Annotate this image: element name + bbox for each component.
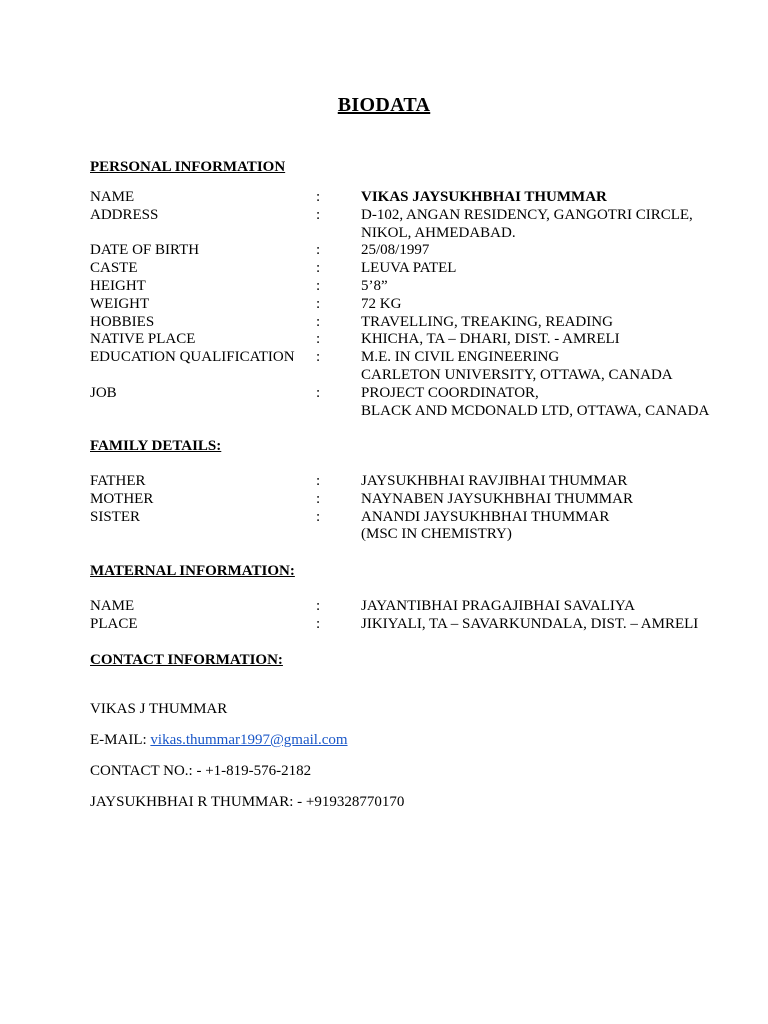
education-continuation-row	[90, 367, 730, 385]
row-value: 25/08/1997	[361, 242, 430, 259]
contact-information-heading: CONTACT INFORMATION:	[90, 652, 283, 668]
row-value: VIKAS JAYSUKHBHAI THUMMAR	[361, 189, 607, 205]
caste-row	[90, 260, 730, 278]
row-label: HEIGHT	[90, 277, 146, 294]
date-of-birth-row	[90, 242, 730, 260]
alternate-contact-number: JAYSUKHBHAI R THUMMAR: - +919328770170	[90, 794, 405, 810]
row-colon: :	[316, 189, 321, 205]
row-value: JIKIYALI, TA – SAVARKUNDALA, DIST. – AMRELI	[361, 615, 699, 632]
row-value: 72 KG	[361, 295, 402, 312]
row-value: LEUVA PATEL	[361, 260, 457, 277]
maternal-information-heading: MATERNAL INFORMATION:	[90, 563, 295, 579]
row-label: ADDRESS	[90, 206, 159, 223]
personal-information-heading: PERSONAL INFORMATION	[90, 159, 286, 175]
sister-row	[90, 509, 730, 527]
row-label: CASTE	[90, 260, 138, 277]
row-value: TRAVELLING, TREAKING, READING	[361, 313, 613, 330]
row-colon: :	[316, 277, 321, 294]
family-details-heading: FAMILY DETAILS:	[90, 438, 222, 454]
row-label: FATHER	[90, 473, 146, 489]
row-value: D-102, ANGAN RESIDENCY, GANGOTRI CIRCLE,	[361, 206, 693, 223]
row-value: BLACK AND MCDONALD LTD, OTTAWA, CANADA	[361, 402, 710, 419]
name-row	[90, 189, 730, 207]
row-colon: :	[316, 473, 321, 489]
father-row	[90, 473, 730, 491]
row-value: NAYNABEN JAYSUKHBHAI THUMMAR	[361, 490, 633, 507]
row-value: JAYSUKHBHAI RAVJIBHAI THUMMAR	[361, 473, 628, 489]
row-value: PROJECT COORDINATOR,	[361, 384, 539, 401]
job-row	[90, 385, 730, 403]
row-value: 5’8”	[361, 277, 388, 294]
row-label: SISTER	[90, 508, 141, 525]
mother-row	[90, 491, 730, 509]
hobbies-row	[90, 314, 730, 332]
email-label: E-MAIL:	[90, 732, 151, 748]
personal-information-table	[90, 189, 730, 420]
row-value: JAYANTIBHAI PRAGAJIBHAI SAVALIYA	[361, 598, 635, 614]
job-continuation-row	[90, 403, 730, 421]
row-colon: :	[316, 349, 321, 366]
row-value: CARLETON UNIVERSITY, OTTAWA, CANADA	[361, 366, 673, 383]
education-row	[90, 349, 730, 367]
row-label: MOTHER	[90, 490, 154, 507]
maternal-name-row	[90, 598, 730, 616]
email-link[interactable]: vikas.thummar1997@gmail.com	[150, 732, 348, 748]
row-colon: :	[316, 384, 321, 401]
row-value: ANANDI JAYSUKHBHAI THUMMAR	[361, 508, 610, 525]
sister-continuation-row	[90, 526, 730, 544]
maternal-place-row	[90, 616, 730, 634]
row-colon: :	[316, 260, 321, 277]
row-colon: :	[316, 598, 321, 614]
address-row	[90, 207, 730, 225]
row-label: WEIGHT	[90, 295, 150, 312]
row-colon: :	[316, 508, 321, 525]
height-row	[90, 278, 730, 296]
row-value: M.E. IN CIVIL ENGINEERING	[361, 349, 560, 366]
page-title: BIODATA	[337, 94, 431, 116]
row-label: JOB	[90, 384, 117, 401]
row-colon: :	[316, 615, 321, 632]
contact-number: CONTACT NO.: - +1-819-576-2182	[90, 763, 312, 779]
row-label: HOBBIES	[90, 313, 155, 330]
family-details-table	[90, 473, 730, 544]
row-label: NATIVE PLACE	[90, 331, 196, 348]
row-label: NAME	[90, 189, 135, 205]
address-continuation-row	[90, 225, 730, 243]
row-label: EDUCATION QUALIFICATION	[90, 349, 295, 366]
row-colon: :	[316, 206, 321, 223]
weight-row	[90, 296, 730, 314]
row-colon: :	[316, 242, 321, 259]
native-place-row	[90, 331, 730, 349]
contact-name: VIKAS J THUMMAR	[90, 701, 228, 717]
row-colon: :	[316, 295, 321, 312]
row-value: (MSC IN CHEMISTRY)	[361, 526, 512, 543]
row-colon: :	[316, 490, 321, 507]
row-colon: :	[316, 331, 321, 348]
row-label: DATE OF BIRTH	[90, 242, 200, 259]
row-value: KHICHA, TA – DHARI, DIST. - AMRELI	[361, 331, 620, 348]
row-label: PLACE	[90, 615, 138, 632]
email-line	[90, 732, 348, 749]
maternal-information-table	[90, 598, 730, 634]
row-label: NAME	[90, 598, 135, 614]
row-value: NIKOL, AHMEDABAD.	[361, 224, 516, 241]
row-colon: :	[316, 313, 321, 330]
